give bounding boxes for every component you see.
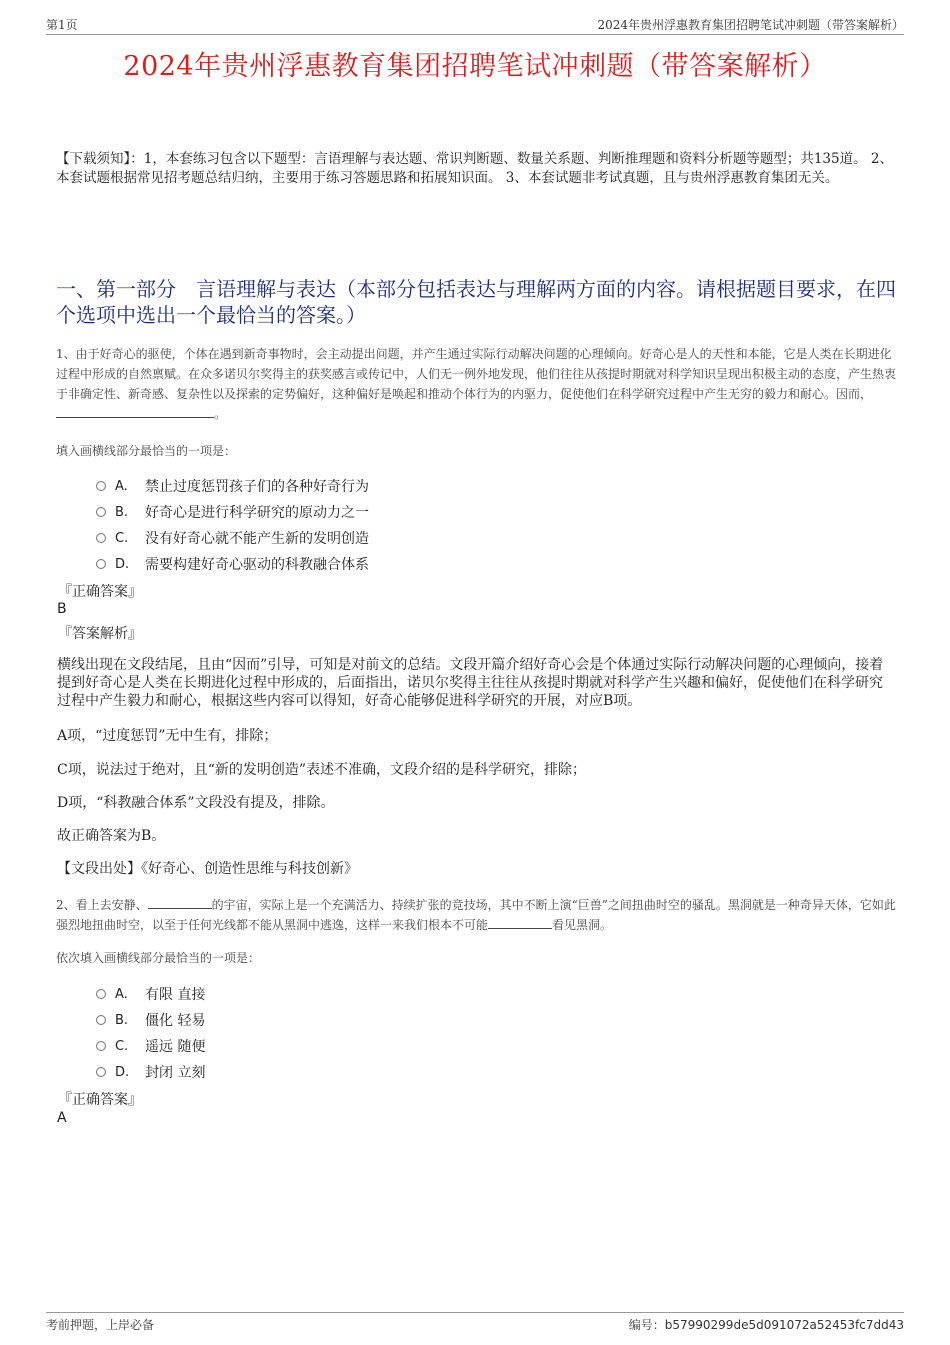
section-heading: 一、第一部分 言语理解与表达（本部分包括表达与理解两方面的内容。请根据题目要求，在四个选项中选出一个最恰当的答案。） bbox=[56, 277, 896, 327]
fill-blank bbox=[56, 405, 214, 418]
option-text: 遥远 随便 bbox=[145, 1039, 206, 1055]
option-text: 封闭 立刻 bbox=[145, 1065, 206, 1081]
option-text: 好奇心是进行科学研究的原动力之一 bbox=[145, 505, 369, 521]
option-text: 没有好奇心就不能产生新的发明创造 bbox=[145, 531, 369, 547]
question-2-options bbox=[96, 981, 205, 1085]
question-1-body: 1、由于好奇心的驱使，个体在遇到新奇事物时，会主动提出问题，并产生通过实际行动解决问题的心理倾向。好奇心是人的天性和本能，它是人类在长期进化过程中形成的自然禀赋。在众多诺贝尔奖得主的获奖感言或传记中，人们无一例外地发现，他们往往从孩提时期就对科学知识呈现出积极主动的态度，产生热衷于非确定性、新奇感、复杂性以及探索的定势偏好，这种偏好是唤起和推动个体行为的内驱力，促使他们在科学研究过程中产生无穷的毅力和耐心。因而， bbox=[56, 347, 897, 401]
question-1-text bbox=[56, 344, 898, 424]
page-number: 第1页 bbox=[46, 18, 78, 32]
header-doc-title: 2024年贵州浮惠教育集团招聘笔试冲刺题（带答案解析） bbox=[597, 18, 904, 32]
analysis-label: 『答案解析』 bbox=[58, 626, 142, 642]
correct-answer-label: 『正确答案』 bbox=[58, 584, 142, 600]
analysis-conclusion: 故正确答案为B。 bbox=[57, 828, 166, 844]
question-2-text: 2、看上去安静、 的宇宙，实际上是一个充满活力、持续扩张的竞技场，其中不断上演“巨兽”之间扭曲时空的骚乱。黑洞就是一种奇异天体，它如此强烈地扭曲时空，以至于任何光线都不能从黑洞中逃逸，这样一来我们根本不可能 看见黑洞。 bbox=[56, 898, 896, 932]
radio-icon[interactable] bbox=[96, 1041, 106, 1051]
radio-icon[interactable] bbox=[96, 989, 106, 999]
radio-icon[interactable] bbox=[96, 1067, 106, 1077]
option-c[interactable]: C. 遥远 随便 bbox=[96, 1033, 205, 1059]
page-footer bbox=[46, 1312, 904, 1333]
option-c[interactable]: C. 没有好奇心就不能产生新的发明创造 bbox=[96, 525, 369, 551]
passage-source: 【文段出处】《好奇心、创造性思维与科技创新》 bbox=[57, 861, 358, 877]
correct-answer-label: 『正确答案』 bbox=[58, 1092, 142, 1108]
analysis-option-c: C项，说法过于绝对，且“新的发明创造”表述不准确，文段介绍的是科学研究，排除； bbox=[57, 762, 587, 778]
radio-icon[interactable] bbox=[96, 507, 106, 517]
fill-blank bbox=[488, 916, 552, 929]
fill-blank bbox=[148, 896, 212, 909]
correct-answer: A bbox=[57, 1110, 67, 1126]
document-title: 2024年贵州浮惠教育集团招聘笔试冲刺题（带答案解析） bbox=[123, 51, 827, 82]
analysis-option-d: D项，“科教融合体系”文段没有提及，排除。 bbox=[57, 795, 335, 811]
option-a[interactable]: A. 禁止过度惩罚孩子们的各种好奇行为 bbox=[96, 473, 369, 499]
question-1-end: 。 bbox=[214, 407, 227, 421]
footer-slogan: 考前押题，上岸必备 bbox=[46, 1318, 155, 1332]
footer-code: 编号：b57990299de5d091072a52453fc7dd43 bbox=[628, 1318, 904, 1332]
option-d[interactable]: D. 需要构建好奇心驱动的科教融合体系 bbox=[96, 551, 369, 577]
option-text: 需要构建好奇心驱动的科教融合体系 bbox=[145, 557, 369, 573]
question-1-options bbox=[96, 473, 369, 577]
analysis-paragraph: 横线出现在文段结尾，且由“因而”引导，可知是对前文的总结。文段开篇介绍好奇心会是个体通过实际行动解决问题的心理倾向，接着提到好奇心是人类在长期进化过程中形成的，后面指出，诺贝尔奖得主往往从孩提时期就对科学产生兴趣和偏好，促使他们在科学研究过程中产生毅力和耐心，根据这些内容可以得知，好奇心能够促进科学研究的开展，对应B项。 bbox=[57, 657, 884, 709]
option-b[interactable]: B. 僵化 轻易 bbox=[96, 1007, 205, 1033]
radio-icon[interactable] bbox=[96, 1015, 106, 1025]
question-1-prompt: 填入画横线部分最恰当的一项是： bbox=[56, 444, 237, 458]
option-d[interactable]: D. 封闭 立刻 bbox=[96, 1059, 205, 1085]
option-a[interactable]: A. 有限 直接 bbox=[96, 981, 205, 1007]
page-header bbox=[46, 14, 904, 35]
option-b[interactable]: B. 好奇心是进行科学研究的原动力之一 bbox=[96, 499, 369, 525]
radio-icon[interactable] bbox=[96, 481, 106, 491]
download-notice: 【下载须知】：1，本套练习包含以下题型：言语理解与表达题、常识判断题、数量关系题、判断推理题和资料分析题等题型；共135道。 2、本套试题根据常见招考题总结归纳，主要用于练习答题思路和拓展知识面。 3、本套试题非考试真题，且与贵州浮惠教育集团无关。 bbox=[56, 151, 893, 186]
option-text: 禁止过度惩罚孩子们的各种好奇行为 bbox=[145, 479, 369, 495]
option-text: 僵化 轻易 bbox=[145, 1013, 206, 1029]
analysis-option-a: A项，“过度惩罚”无中生有，排除； bbox=[57, 728, 278, 744]
option-text: 有限 直接 bbox=[145, 987, 206, 1003]
radio-icon[interactable] bbox=[96, 559, 106, 569]
radio-icon[interactable] bbox=[96, 533, 106, 543]
correct-answer: B bbox=[57, 601, 67, 617]
document-code: b57990299de5d091072a52453fc7dd43 bbox=[664, 1318, 904, 1332]
question-2-prompt: 依次填入画横线部分最恰当的一项是： bbox=[56, 951, 261, 965]
